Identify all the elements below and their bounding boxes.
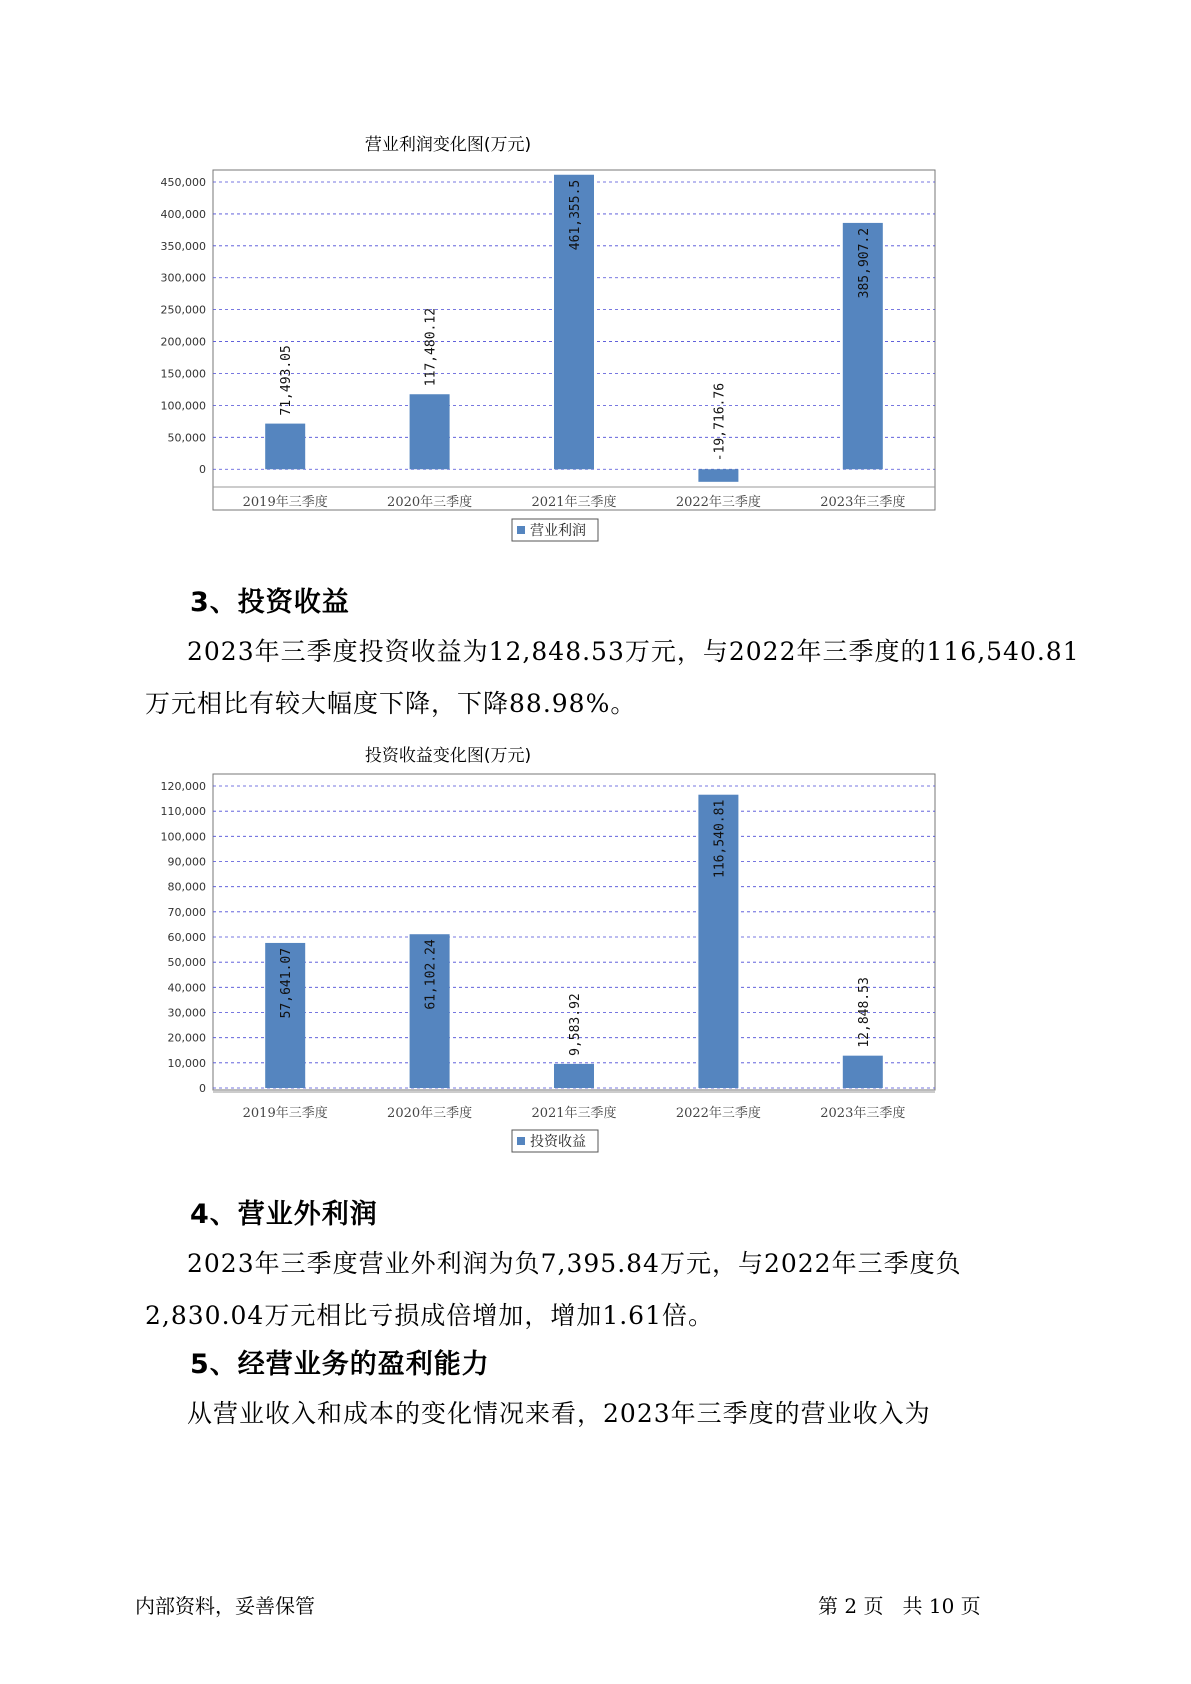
x-category-label: 2023年三季度 [820,1106,906,1121]
chart-title: 营业利润变化图(万元) [364,135,532,155]
y-tick-label: 100,000 [160,399,206,413]
section-4-paragraph [145,1238,1085,1342]
y-tick-label: 100,000 [160,830,206,844]
legend-label: 营业利润 [530,523,586,539]
section-5-paragraph [145,1388,1085,1440]
bar [843,1056,883,1088]
bar-value-label: 116,540.81 [712,799,728,878]
bar-value-label: 71,493.05 [279,345,295,416]
y-tick-label: 400,000 [160,207,206,221]
y-tick-label: 50,000 [167,956,206,970]
section-4-heading: 4、营业外利润 [190,1199,378,1230]
investment-income-chart [148,736,1048,1166]
y-tick-label: 50,000 [167,431,206,445]
y-tick-label: 120,000 [160,780,206,793]
bar [554,1064,594,1088]
y-tick-label: 10,000 [167,1056,206,1070]
y-tick-label: 350,000 [160,239,206,253]
section-3-line-2: 万元相比有较大幅度下降，下降88.98%。 [145,689,637,718]
operating-profit-chart-svg [148,125,1048,555]
y-tick-label: 80,000 [167,880,206,894]
section-4-line-2: 2,830.04万元相比亏损成倍增加，增加1.61倍。 [145,1301,714,1330]
bar [410,394,450,469]
bar [265,424,305,470]
section-3-line-1: 2023年三季度投资收益为12,848.53万元，与2022年三季度的116,540.81 [187,637,1080,666]
bar-value-label: 57,641.07 [279,947,295,1019]
bar-value-label: 12,848.53 [856,977,872,1048]
y-tick-label: 60,000 [167,931,206,944]
x-category-label: 2020年三季度 [387,1106,473,1121]
legend-swatch [517,526,525,534]
legend [512,1130,598,1152]
x-category-label: 2019年三季度 [242,1106,328,1121]
footer-left: 内部资料，妥善保管 [135,1594,315,1618]
x-category-label: 2022年三季度 [675,495,761,510]
y-tick-label: 250,000 [160,303,206,317]
y-tick-label: 70,000 [167,905,206,919]
section-3-paragraph [145,626,1085,730]
y-tick-label: 0 [199,463,206,477]
bar-value-label: -19,716.76 [712,382,728,462]
x-category-label: 2020年三季度 [387,495,473,510]
section-5-line-1: 从营业收入和成本的变化情况来看，2023年三季度的营业收入为 [187,1399,931,1428]
y-tick-label: 300,000 [160,271,206,285]
legend [512,519,598,541]
section-5-heading: 5、经营业务的盈利能力 [190,1349,490,1380]
y-tick-label: 20,000 [167,1031,206,1045]
operating-profit-chart [148,125,1048,555]
section-3-heading: 3、投资收益 [190,587,350,618]
legend-swatch [517,1137,525,1145]
bar-value-label: 385,907.2 [856,227,872,299]
y-tick-label: 110,000 [160,805,206,819]
chart-title: 投资收益变化图(万元) [364,746,532,766]
x-category-label: 2023年三季度 [820,495,906,510]
bar [698,469,738,482]
x-category-label: 2021年三季度 [531,495,617,510]
bar-value-label: 117,480.12 [423,307,439,387]
legend-label: 投资收益 [530,1134,586,1150]
y-tick-label: 90,000 [167,855,206,869]
footer-page-number: 第 2 页 共 10 页 [818,1594,981,1618]
bar-value-label: 9,583.92 [568,993,583,1056]
bar-value-label: 61,102.24 [423,939,439,1010]
y-tick-label: 150,000 [160,367,206,381]
y-tick-label: 0 [199,1082,206,1095]
section-4-line-1: 2023年三季度营业外利润为负7,395.84万元，与2022年三季度负 [187,1249,962,1278]
y-tick-label: 200,000 [160,335,206,349]
y-tick-label: 40,000 [167,981,206,995]
investment-income-chart-svg [148,736,1048,1166]
bar-value-label: 461,355.5 [568,179,583,251]
x-category-label: 2021年三季度 [531,1106,617,1121]
x-category-label: 2019年三季度 [242,495,328,510]
x-category-label: 2022年三季度 [675,1106,761,1121]
y-tick-label: 450,000 [160,176,206,189]
y-tick-label: 30,000 [167,1006,206,1020]
